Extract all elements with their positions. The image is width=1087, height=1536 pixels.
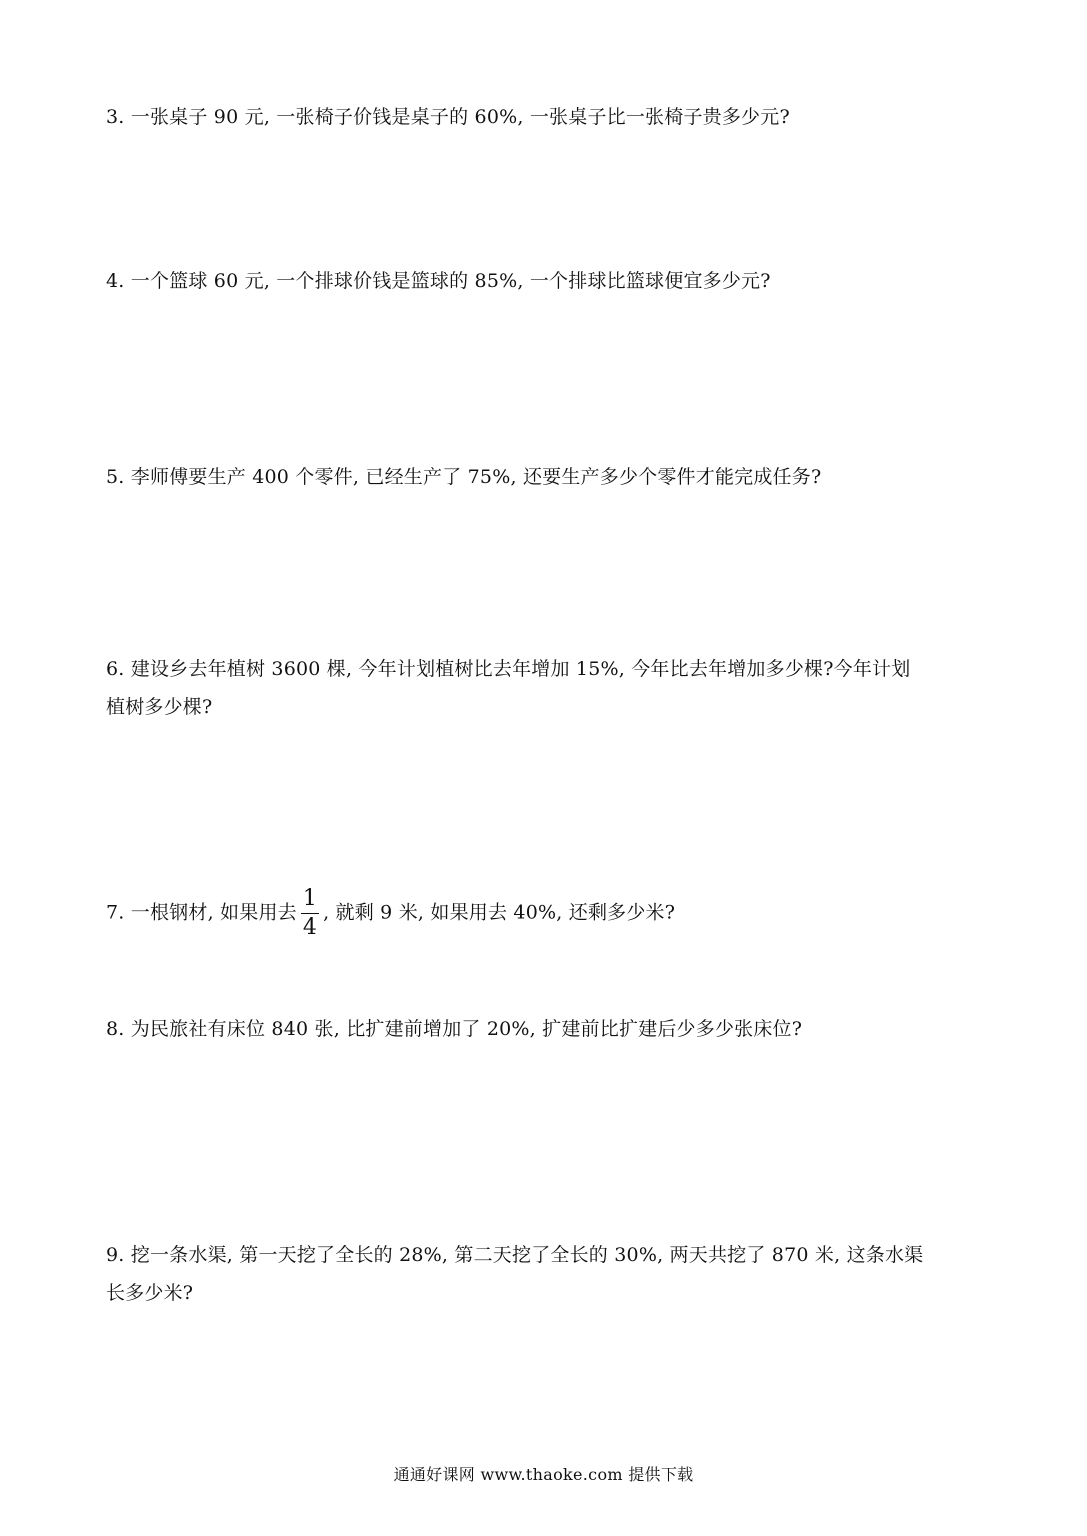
problem-5-text: 5. 李师傅要生产 400 个零件, 已经生产了 75%, 还要生产多少个零件才能完成任务? — [106, 466, 822, 488]
problem-3-text: 3. 一张桌子 90 元, 一张椅子价钱是桌子的 60%, 一张桌子比一张椅子贵多少元? — [106, 106, 790, 128]
problem-6-line-1: 6. 建设乡去年植树 3600 棵, 今年计划植树比去年增加 15%, 今年比去年增加多少棵?今年计划 — [106, 658, 911, 680]
problem-7-text-after: , 就剩 9 米, 如果用去 40%, 还剩多少米? — [323, 901, 676, 924]
problem-8-text: 8. 为民旅社有床位 840 张, 比扩建前增加了 20%, 扩建前比扩建后少多少张床位? — [106, 1018, 803, 1040]
problem-9-line-1: 9. 挖一条水渠, 第一天挖了全长的 28%, 第二天挖了全长的 30%, 两天共挖了 870 米, 这条水渠 — [106, 1244, 924, 1266]
problem-4-text: 4. 一个篮球 60 元, 一个排球价钱是篮球的 85%, 一个排球比篮球便宜多少元? — [106, 270, 771, 292]
fraction-numerator: 1 — [301, 888, 319, 914]
problem-9-line-2: 长多少米? — [106, 1282, 194, 1304]
problem-7-line — [106, 888, 986, 939]
problem-6-line-2: 植树多少棵? — [106, 696, 213, 718]
problem-7 — [106, 888, 986, 939]
problem-4 — [106, 262, 986, 300]
fraction-denominator: 4 — [302, 915, 318, 940]
footer-text: 通通好课网 www.thaoke.com 提供下载 — [393, 1465, 694, 1484]
problem-6 — [106, 650, 986, 726]
problem-8 — [106, 1010, 986, 1048]
problem-9 — [106, 1236, 986, 1312]
fraction — [301, 888, 319, 939]
problem-5 — [106, 458, 986, 496]
page-footer — [0, 1462, 1087, 1485]
problem-7-text-before: 7. 一根钢材, 如果用去 — [106, 901, 297, 924]
problem-3 — [106, 98, 986, 136]
